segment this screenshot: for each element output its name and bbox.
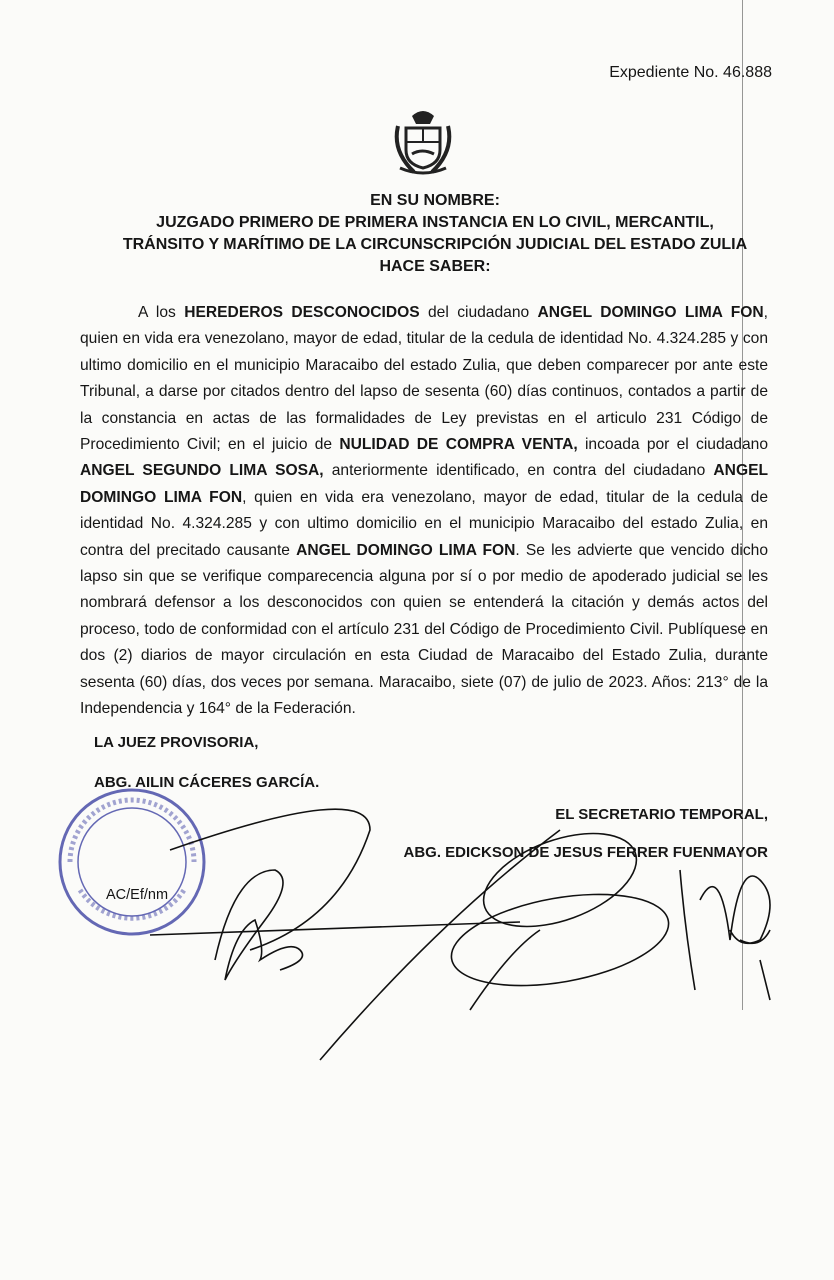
case-number: Expediente No. 46.888: [609, 64, 772, 81]
heading-line: EN SU NOMBRE:: [370, 192, 500, 209]
coat-of-arms-icon: [386, 106, 460, 180]
text-segment: , quien en vida era venezolano, mayor de edad, titular de la cedula de identidad No. 4.324.285 y con ultimo domicilio en el municipio Maracaibo del estado Zulia, que deben comparecer por ante este Tribunal, a darse por citados dentro del lapso de sesenta (60) días continuos, contados a partir de la constancia en actas de las formalidades de Ley previstas en el articulo 231 Código de Procedimiento Civil; en el juicio de: [80, 304, 768, 454]
text-segment: , quien en vida era venezolano, mayor de edad, titular de la cedula de identidad No. 4.324.285 y con ultimo domicilio en el municipio Maracaibo del estado Zulia, en contra del precitado causante: [80, 488, 769, 559]
text-segment: . Se les advierte que vencido dicho lapso sin que se verifique comparecencia alguna por sí o por medio de apoderado judicial se les nombrará defensor a los desconocidos con quien se entenderá la citación y demás actos del proceso, todo de conformidad con el artículo 231 del Código de Procedimiento Civil. Publíquese en dos (2) diarios de mayor circulación en esta Ciudad de Maracaibo del Estado Zulia, durante sesenta (60) días, dos veces por semana. Maracaibo, siete (07) de julio de 2023. Años: 213° de la Independencia y 164° de la Federación.: [80, 541, 769, 718]
text-segment: A los: [138, 304, 185, 321]
heading-line: HACE SABER:: [379, 258, 491, 275]
bold-text-segment: ANGEL DOMINGO LIMA FON: [537, 304, 764, 321]
document-heading: [60, 190, 810, 278]
bold-text-segment: ANGEL DOMINGO LIMA FON: [80, 462, 768, 506]
notice-body: [80, 300, 768, 723]
secretary-title: EL SECRETARIO TEMPORAL,: [555, 805, 768, 823]
heading-line: JUZGADO PRIMERO DE PRIMERA INSTANCIA EN LO CIVIL, MERCANTIL,: [156, 214, 714, 231]
heading-line: TRÁNSITO Y MARÍTIMO DE LA CIRCUNSCRIPCIÓN JUDICIAL DEL ESTADO ZULIA: [122, 236, 748, 253]
secretary-signature-block: [80, 805, 768, 863]
text-segment: anteriormente identificado, en contra del ciudadano: [323, 462, 714, 480]
initials: AC/Ef/nm: [106, 886, 169, 903]
bold-text-segment: HEREDEROS DESCONOCIDOS: [184, 304, 420, 321]
bold-text-segment: ANGEL DOMINGO LIMA FON: [296, 541, 516, 559]
text-segment: del ciudadano: [419, 304, 538, 321]
judge-name: ABG. AILIN CÁCERES GARCÍA.: [94, 773, 320, 791]
judge-signature-block: [80, 733, 768, 793]
bold-text-segment: ANGEL SEGUNDO LIMA SOSA,: [80, 462, 324, 480]
judge-title: LA JUEZ PROVISORIA,: [94, 733, 259, 751]
bold-text-segment: NULIDAD DE COMPRA VENTA,: [339, 436, 578, 454]
document-content: [80, 300, 768, 903]
text-segment: incoada por el ciudadano: [577, 436, 768, 454]
secretary-name: ABG. EDICKSON DE JESUS FERRER FUENMAYOR: [403, 843, 768, 861]
